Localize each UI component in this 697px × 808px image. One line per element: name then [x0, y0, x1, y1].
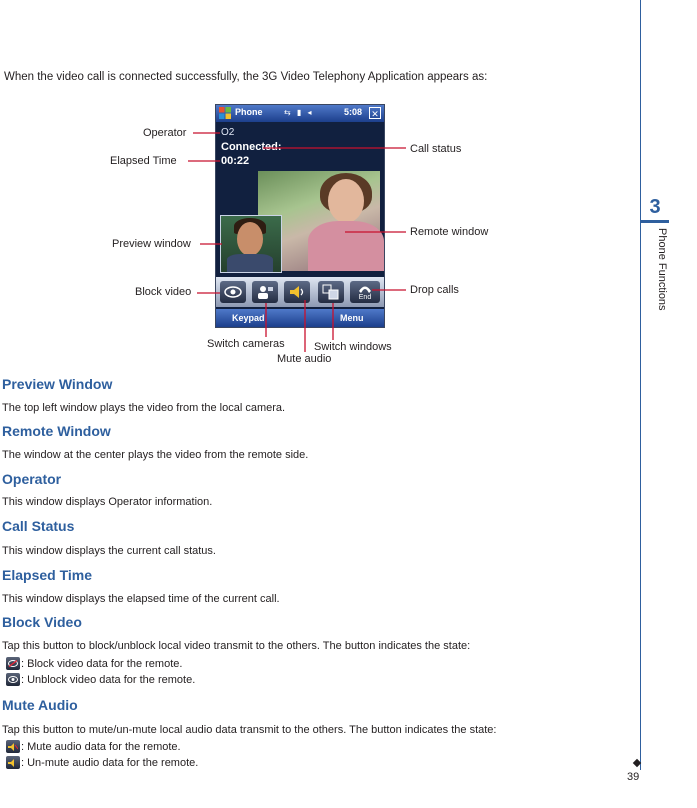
- bullet-text: : Un-mute audio data for the remote.: [21, 756, 199, 769]
- callout-switch-cameras: Switch cameras: [207, 338, 285, 350]
- callout-operator: Operator: [143, 127, 187, 139]
- phone-app-title: Phone: [235, 107, 263, 117]
- page-number: 39: [627, 771, 640, 783]
- heading-call-status: Call Status: [2, 518, 75, 534]
- callout-call-status: Call status: [410, 143, 462, 155]
- sidebar-divider: [640, 0, 641, 770]
- close-icon: ✕: [369, 107, 381, 119]
- end-call-button[interactable]: [350, 281, 380, 303]
- swap-windows-icon: [322, 284, 340, 300]
- callout-remote-window: Remote window: [410, 226, 489, 238]
- remote-person-face: [328, 179, 364, 223]
- preview-video-window: [220, 215, 282, 273]
- intro-text: When the video call is connected successfully, the 3G Video Telephony Application appears as:: [4, 71, 488, 83]
- end-call-label: End: [358, 293, 372, 301]
- chapter-number: 3: [649, 196, 661, 218]
- block-video-eye-icon: [6, 657, 20, 670]
- preview-person-face: [237, 222, 263, 256]
- text-elapsed-time: This window displays the elapsed time of the current call.: [2, 593, 280, 605]
- mute-audio-state-1: [6, 740, 181, 753]
- callout-switch-windows: Switch windows: [314, 341, 392, 353]
- text-block-video: Tap this button to block/unblock local video transmit to the others. The button indicates the state:: [2, 640, 471, 652]
- phone-handset-icon: [358, 284, 372, 294]
- muted-speaker-icon: [6, 740, 20, 753]
- unblock-video-eye-icon: [6, 673, 20, 686]
- text-preview-window: The top left window plays the video from the local camera.: [2, 402, 286, 414]
- mute-audio-button[interactable]: [284, 281, 310, 303]
- eye-icon: [224, 286, 242, 298]
- bullet-text: : Unblock video data for the remote.: [21, 673, 196, 686]
- remote-person-body: [308, 221, 384, 271]
- operator-label: O2: [221, 127, 235, 138]
- menu-softkey[interactable]: Menu: [340, 313, 364, 323]
- chapter-title: Phone Functions: [656, 228, 668, 311]
- signal-status-icons: ⇆ ▮ ◂: [284, 108, 314, 117]
- bullet-text: : Mute audio data for the remote.: [21, 740, 181, 753]
- heading-remote-window: Remote Window: [2, 423, 111, 439]
- callout-mute-audio: Mute audio: [277, 353, 332, 365]
- elapsed-time-label: 00:22: [221, 155, 250, 167]
- camera-person-icon: [256, 284, 274, 300]
- bullet-text: : Block video data for the remote.: [21, 657, 183, 670]
- text-operator: This window displays Operator information.: [2, 496, 213, 508]
- callout-block-video: Block video: [135, 286, 192, 298]
- speaker-icon: [6, 756, 20, 769]
- callout-drop-calls: Drop calls: [410, 284, 459, 296]
- heading-block-video: Block Video: [2, 614, 82, 630]
- phone-screenshot: [215, 104, 385, 328]
- callout-preview-window: Preview window: [112, 238, 191, 250]
- text-mute-audio: Tap this button to mute/un-mute local audio data transmit to the others. The button indicates the state:: [2, 724, 497, 736]
- heading-preview-window: Preview Window: [2, 376, 113, 392]
- heading-mute-audio: Mute Audio: [2, 697, 78, 713]
- call-status-label: Connected:: [221, 141, 282, 153]
- switch-cameras-button[interactable]: [252, 281, 278, 303]
- block-video-button[interactable]: [220, 281, 246, 303]
- heading-elapsed-time: Elapsed Time: [2, 567, 93, 583]
- text-remote-window: The window at the center plays the video from the remote side.: [2, 449, 309, 461]
- text-call-status: This window displays the current call status.: [2, 545, 216, 557]
- preview-person-body: [227, 254, 273, 272]
- switch-windows-button[interactable]: [318, 281, 344, 303]
- block-video-state-2: [6, 673, 195, 686]
- phone-clock: 5:08: [344, 107, 363, 117]
- block-video-state-1: [6, 657, 182, 670]
- heading-operator: Operator: [2, 471, 62, 487]
- speaker-icon: [289, 285, 305, 299]
- mute-audio-state-2: [6, 756, 198, 769]
- chapter-bar: [641, 220, 669, 223]
- callout-elapsed-time: Elapsed Time: [110, 155, 177, 167]
- keypad-softkey[interactable]: Keypad: [232, 313, 265, 323]
- windows-start-icon: [219, 107, 231, 119]
